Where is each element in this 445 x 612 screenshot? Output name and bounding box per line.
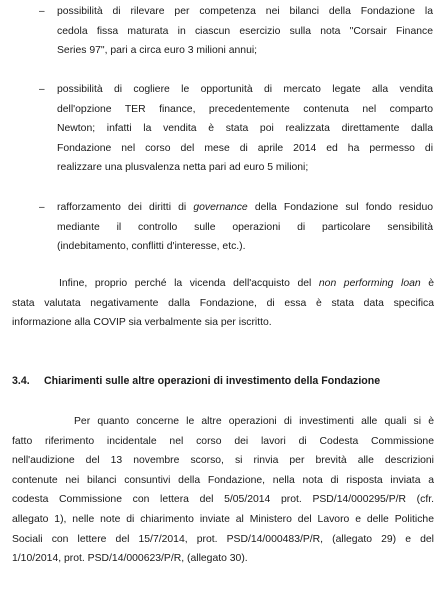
text-line: realizzare una plusvalenza netta pari ad euro 5 milioni; <box>57 162 309 174</box>
text-line: informazione alla COVIP sia verbalmente sia per iscritto. <box>12 317 272 329</box>
section-number: 3.4. <box>12 375 30 387</box>
bullet-text <box>57 2 433 61</box>
paragraph <box>12 412 434 569</box>
text-line: nell'audizione del 13 novembre scorso, si rinvia per brevità alle descrizioni <box>12 455 434 467</box>
dash-bullet: – <box>39 202 45 213</box>
text-line: allegato 1), nelle note di chiarimento inviate al Ministero del Lavoro e delle Politiche <box>12 513 434 525</box>
text-line: codesta Commissione con lettera del 5/05/2014 prot. PSD/14/000295/P/R (cfr. <box>12 494 434 506</box>
text-line: Fondazione nel corso del mese di aprile 2014 ed ha permesso di <box>57 142 433 154</box>
italic-term: non performing loan <box>318 278 421 289</box>
text-line <box>12 274 434 294</box>
text-line: Sociali con lettere del 15/7/2014, prot. PSD/14/000483/P/R, (allegato 29) e del <box>12 533 434 545</box>
text-line: cedola fissa maturata in ciascun esercizio sulla nota "Corsair Finance <box>57 25 433 37</box>
italic-term: governance <box>193 202 248 213</box>
section-title: Chiarimenti sulle altre operazioni di investimento della Fondazione <box>44 375 381 387</box>
text-line: dell'opzione TER finance, precedentemente contenuta nel comparto <box>57 103 433 115</box>
text-line: contenute nei bilanci consuntivi della Fondazione, nella nota di risposta inviata a <box>12 474 434 486</box>
dash-bullet: – <box>39 6 45 17</box>
text-run: rafforzamento dei diritti di <box>57 202 194 213</box>
text-run: della Fondazione sul fondo residuo <box>247 202 433 213</box>
text-line: possibilità di rilevare per competenza nei bilanci della Fondazione la <box>57 6 433 17</box>
text-line: Per quanto concerne le altre operazioni di investimenti alle quali si è <box>74 416 434 427</box>
text-line: Series 97", pari a circa euro 3 milioni annui; <box>57 45 258 57</box>
text-line: possibilità di cogliere le opportunità di mercato legate alla vendita <box>57 84 433 95</box>
bullet-text <box>57 80 433 178</box>
text-line: mediante il controllo sulle operazioni di particolare sensibilità <box>57 221 433 233</box>
bullet-text <box>57 198 433 257</box>
text-line: 1/10/2014, prot. PSD/14/000623/P/R, (allegato 30). <box>12 553 248 565</box>
text-run: è <box>420 278 434 289</box>
text-line: fatto riferimento incidentale nel corso dei lavori di Codesta Commissione <box>12 435 434 447</box>
dash-bullet: – <box>39 84 45 95</box>
section-heading <box>12 372 440 392</box>
paragraph <box>12 274 434 333</box>
text-line <box>57 198 433 218</box>
text-line: (indebitamento, conflitti d'interesse, etc.). <box>57 241 246 253</box>
text-line: stata valutata negativamente dalla Fondazione, di essa è stata data specifica <box>12 297 434 309</box>
text-run: Infine, proprio perché la vicenda dell'acquisto del <box>59 278 319 289</box>
text-line: Newton; infatti la vendita è stata poi realizzata direttamente dalla <box>57 123 433 135</box>
